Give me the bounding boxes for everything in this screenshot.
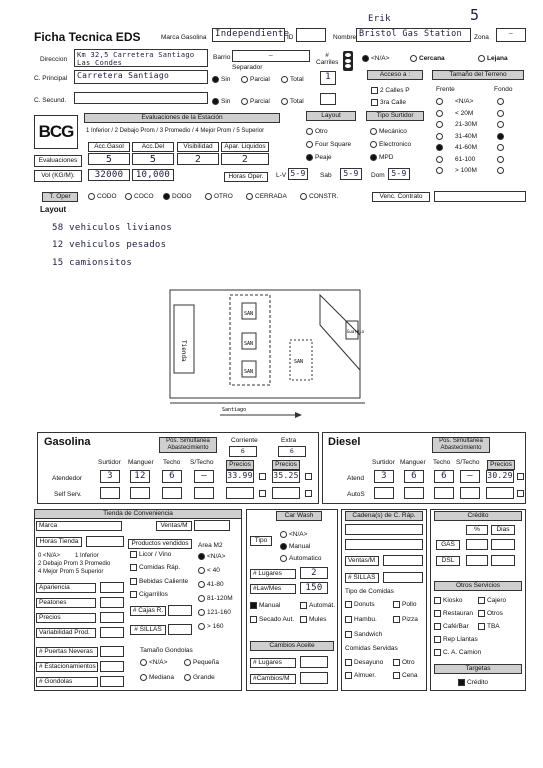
t-oper-label: T. Oper [42, 192, 78, 202]
form-title: Ficha Tecnica EDS [34, 30, 141, 44]
layout-otro[interactable]: Otro [306, 128, 328, 135]
carwash-na[interactable]: <N/A> [280, 531, 307, 538]
apariencia-label: Apariencia [36, 583, 96, 593]
venc-contrato-label: Venc. Contrato [372, 192, 430, 202]
servicio-cafe[interactable]: Café/Bar [434, 623, 469, 630]
tienda-ventas-field[interactable] [194, 520, 230, 531]
eval-col-visibilidad: Visibilidad [177, 142, 219, 152]
page-number: 5 [470, 6, 480, 24]
gas-precio-extra[interactable]: 35.25 [272, 470, 300, 483]
horas-tienda-label: Horas Tienda [36, 537, 82, 547]
vol-label: Vol (KG/M): [34, 170, 82, 182]
arrow-head [295, 412, 302, 418]
cambios-lugares-label: # Lugares [250, 658, 296, 668]
cw-lugares-label: # Lugares [250, 569, 296, 579]
vol-value-2[interactable]: 10,000 [132, 169, 174, 181]
cw-lugares-field[interactable]: 2 [300, 567, 328, 579]
servicio-restauran[interactable]: Restauran [434, 610, 473, 617]
nombre-label: Nombre [333, 34, 357, 41]
peatones-field[interactable] [100, 597, 124, 608]
eval-acc-gasol-value[interactable]: 5 [88, 153, 130, 165]
atend-label: Atend [347, 475, 364, 482]
top-note: Erik [368, 14, 391, 24]
gas-atend-techo[interactable]: 6 [162, 470, 182, 483]
serv-cena[interactable]: Cena [393, 672, 418, 679]
comida-pizza[interactable]: Pizza [393, 616, 418, 623]
carwash-header: Car Wash [276, 511, 322, 521]
cs-parcial[interactable]: Parcial [241, 98, 270, 105]
sketch-label-pump-1: SAN [244, 311, 254, 317]
comida-sandwich[interactable]: Sandwich [345, 631, 382, 638]
tienda-sillas-field[interactable] [168, 624, 192, 635]
gas-col-surtidor: Surtidor [98, 459, 121, 466]
gas-self-surtidor[interactable] [100, 487, 120, 499]
dsl-atend-techo[interactable]: 6 [434, 470, 454, 483]
credito-header: Crédito [434, 511, 522, 521]
acceso-3racalle[interactable]: 3ra Calle [371, 99, 406, 106]
cadena-header: Cadena(s) de C. Ráp. [345, 511, 423, 521]
estac-field[interactable] [100, 661, 124, 672]
atendedor-label: Atendedor [52, 475, 82, 482]
extra-field[interactable]: 6 [278, 446, 306, 457]
area-81-120[interactable]: 81-120M [198, 595, 233, 602]
dsl-col-techo: Techo [433, 459, 451, 466]
eval-apar-value[interactable]: 2 [221, 153, 269, 165]
vol-value-1[interactable]: 32000 [88, 169, 130, 181]
marca-label: Marca Gasolina [161, 34, 207, 41]
diesel-title: Diesel [328, 436, 361, 448]
area-121-160[interactable]: 121-160 [198, 609, 231, 616]
carwash-auto[interactable]: Automatico [280, 555, 322, 562]
comida-hambu[interactable]: Hambu. [345, 616, 377, 623]
barrio-field[interactable]: — [232, 50, 310, 62]
gas-atend-stecho[interactable]: — [194, 470, 214, 483]
gas-precios-label: Precios [226, 460, 254, 470]
bcg-logo-text: BCG [38, 122, 74, 141]
sketch-label-road: Santiago [222, 407, 247, 413]
comida-donuts[interactable]: Donuts [345, 601, 375, 608]
carwash-tipo-label: Tipo [250, 536, 272, 546]
tienda-sillas-label: # SILLAS [130, 625, 166, 635]
layout-sketch [160, 285, 390, 435]
cw-automat-chk[interactable]: Automát. [300, 602, 335, 609]
cajas-label: # Cajas R. [130, 606, 166, 616]
acceso-2calles[interactable]: 2 Calles P [371, 87, 410, 94]
layout-note-3: 15 camionsitos [52, 258, 133, 268]
tipo-surtidor-header: Tipo Surtidor [366, 111, 424, 121]
sketch-label-pump-3: SAN [244, 369, 254, 375]
corriente-field[interactable]: 6 [229, 446, 257, 457]
cambios-lugares-field[interactable] [300, 656, 328, 668]
gasolina-pos: Pos. Simultanea Abastecimiento [159, 437, 217, 453]
terreno-row[interactable]: 61-100 [436, 156, 522, 168]
t-oper-dodo[interactable]: DODO [163, 193, 192, 200]
t-oper-cerrada[interactable]: CERRADA [246, 193, 287, 200]
area-40[interactable]: < 40 [198, 567, 220, 574]
variabilidad-label: Variabilidad Prod. [36, 628, 96, 638]
estac-label: # Estacionamientos [36, 662, 98, 672]
dsl-autos-precio-check[interactable] [517, 490, 524, 497]
direccion-label: Direccion [40, 56, 68, 63]
dsl-col-stecho: S/Techo [456, 459, 480, 466]
cadena-ventas-label: Ventas/M [345, 556, 379, 566]
tamano-na[interactable]: <N/A> [140, 659, 167, 666]
variabilidad-field[interactable] [100, 627, 124, 638]
gas-self-manguer[interactable] [130, 487, 150, 499]
dsl-precio[interactable]: 30.29 [486, 470, 514, 483]
productos-label: Productos vendidos [128, 539, 192, 549]
autos-label: AutoS [347, 491, 365, 498]
puertas-label: # Puertas Neveras [36, 647, 98, 657]
cw-secado-chk[interactable]: Secado Aut. [250, 616, 294, 623]
venc-contrato-field[interactable] [434, 191, 526, 202]
precios-tienda-field[interactable] [100, 612, 124, 623]
surtidor-electronico[interactable]: Electronico [370, 141, 411, 148]
area-label: Area M2 [198, 542, 223, 549]
gas-atend-surtidor[interactable]: 3 [100, 470, 120, 483]
apariencia-field[interactable] [100, 582, 124, 593]
gas-precio-corriente[interactable]: 33.99 [226, 470, 254, 483]
c-principal-field[interactable]: Carretera Santiago [74, 70, 208, 84]
targetas-header: Targetas [434, 664, 522, 674]
gas-self-precio-1[interactable] [226, 487, 254, 499]
serv-almuerzo[interactable]: Almuer. [345, 672, 376, 679]
cp-parcial[interactable]: Parcial [241, 76, 270, 83]
credito-pct-label: % [466, 525, 488, 535]
otros-servicios-header: Otros Servicios [434, 581, 522, 591]
tamano-mediana[interactable]: Mediana [140, 674, 174, 681]
evaluaciones-scale: 1 Inferior / 2 Debajo Prom / 3 Promedio / 4 Mejor Prom / 5 Superior [86, 128, 265, 134]
carriles-field[interactable]: 1 [320, 71, 336, 85]
cw-lav-field[interactable]: 150 [300, 582, 328, 594]
t-oper-otro[interactable]: OTRO [205, 193, 233, 200]
eval-visibilidad-value[interactable]: 2 [177, 153, 219, 165]
terreno-list [436, 98, 522, 179]
tienda-scale-1: 0 <N/A> 1 Inferior [38, 553, 99, 559]
producto-bebidas[interactable]: Bebidas Caliente [130, 578, 188, 585]
gas-precio-corriente-check[interactable] [259, 473, 266, 480]
dsl-atend-surtidor[interactable]: 3 [374, 470, 394, 483]
option-cercana[interactable]: Cercana [410, 55, 445, 62]
sketch-label-pump-2: SAN [244, 341, 254, 347]
area-160[interactable]: > 160 [198, 623, 223, 630]
eval-acc-del-value[interactable]: 5 [132, 153, 174, 165]
dsl-col-manguer: Manguer [400, 459, 426, 466]
terreno-header: Tamaño del Terreno [432, 70, 524, 80]
gondolas-field[interactable] [100, 676, 124, 687]
t-oper-coco[interactable]: COCO [125, 193, 154, 200]
dsl-autos-manguer[interactable] [404, 487, 424, 499]
gasolina-title: Gasolina [44, 436, 91, 448]
carwash-manual[interactable]: Manual [280, 543, 310, 550]
layout-note-1: 58 vehiculos livianos [52, 223, 173, 233]
surtidor-mpd[interactable]: MPD [370, 154, 393, 161]
id-field[interactable] [296, 28, 326, 42]
surtidor-mecanico[interactable]: Mecánico [370, 128, 407, 135]
peatones-label: Peatones [36, 598, 96, 608]
cambios-mes-label: #Cambios/M [250, 674, 296, 684]
gas-precios-label-2: Precios [272, 460, 300, 470]
cp-total[interactable]: Total [281, 76, 304, 83]
credito-dsl-pct[interactable] [466, 555, 488, 566]
gas-col-techo: Techo [163, 459, 181, 466]
terreno-row[interactable]: <N/A> [436, 98, 522, 110]
producto-licor[interactable]: Licor / Vino [130, 551, 171, 558]
cadena-ventas-field[interactable] [383, 555, 423, 566]
self-serv-label: Self Serv. [54, 491, 82, 498]
barrio-label: Barrio [213, 54, 231, 61]
tienda-header: Tienda de Conveniencia [34, 509, 242, 519]
producto-cigarrillos[interactable]: Cigarrillos [130, 591, 168, 598]
dsl-precios-label: Precios [487, 460, 515, 470]
gas-self-precio-1-check[interactable] [259, 490, 266, 497]
credito-dsl-label: DSL [436, 556, 460, 566]
credito-gas-pct[interactable] [466, 539, 488, 550]
cadena-field-2[interactable] [345, 539, 423, 550]
tienda-scale-2: 2 Debajo Prom 3 Promedio [38, 561, 111, 567]
servicio-tba[interactable]: TBA [478, 623, 500, 630]
cw-mules-chk[interactable]: Mules [300, 616, 326, 623]
tipo-comidas-label: Tipo de Comidas [345, 588, 394, 595]
terreno-row[interactable]: < 20M [436, 110, 522, 122]
t-oper-codo[interactable]: CODO [88, 193, 117, 200]
credito-dsl-dias[interactable] [491, 555, 515, 566]
gas-self-precio-2[interactable] [272, 487, 300, 499]
dom-field[interactable]: 5-9 [388, 168, 410, 180]
dsl-autos-precio[interactable] [486, 487, 514, 499]
layout-label: Layout [40, 205, 67, 214]
c-secund-label: C. Secund. [34, 97, 67, 104]
comida-pollo[interactable]: Pollo [393, 601, 416, 608]
sab-field[interactable]: 5-9 [340, 168, 362, 180]
tienda-marca-label: Marca [36, 521, 122, 531]
terreno-row[interactable]: 31-40M [436, 133, 522, 145]
diesel-pos: Pos. Simultanea Abastecimiento [432, 437, 490, 453]
gas-self-precio-2-check[interactable] [305, 490, 312, 497]
gas-self-techo[interactable] [162, 487, 182, 499]
lv-field[interactable]: 5-9 [288, 168, 308, 180]
comidas-servidas-label: Comidas Servidas [345, 645, 398, 652]
area-41-80[interactable]: 41-80 [198, 581, 224, 588]
dsl-autos-surtidor[interactable] [374, 487, 394, 499]
dsl-autos-techo[interactable] [434, 487, 454, 499]
marca-field[interactable]: Independiente [212, 28, 285, 42]
credito-gas-dias[interactable] [491, 539, 515, 550]
option-na[interactable]: <N/A> [362, 55, 389, 62]
cadena-sillas-label: # SILLAS [345, 573, 379, 583]
frente-label: Frente [436, 86, 455, 93]
evaluaciones-header: Evaluaciones de la Estación [84, 113, 280, 123]
cp-sin[interactable]: Sin [212, 76, 230, 83]
sketch-label-guardia: Guardia [347, 329, 364, 334]
terreno-row[interactable]: 41-60M [436, 144, 522, 156]
nombre-field[interactable]: Bristol Gas Station [356, 28, 471, 42]
cambios-mes-field[interactable] [300, 672, 328, 684]
tienda-ventas-label: Ventas/M [156, 521, 192, 531]
dsl-autos-stecho[interactable] [460, 487, 480, 499]
cajas-field[interactable] [168, 605, 192, 616]
cadena-field-1[interactable] [345, 524, 423, 535]
eval-col-apar-liquidos: Apar. Liquidos [221, 142, 269, 152]
sketch-label-tienda: Tienda [180, 340, 187, 362]
gas-col-stecho: S/Techo [190, 459, 214, 466]
direccion-field[interactable]: Km 32,5 Carretera Santiago Las Condes [74, 49, 208, 67]
serv-desayuno[interactable]: Desayuno [345, 659, 383, 666]
servicio-kiosko[interactable]: Kiosko [434, 597, 463, 604]
horas-tienda-field[interactable] [86, 536, 124, 547]
precios-tienda-label: Precios [36, 613, 96, 623]
traffic-light-icon [343, 51, 353, 71]
cw-lav-label: #Lav/Mes [250, 584, 296, 594]
option-lejana[interactable]: Lejana [478, 55, 508, 62]
tienda-building [174, 305, 194, 373]
c-secund-extra[interactable] [320, 93, 336, 105]
layout-four-square[interactable]: Four Square [306, 141, 351, 148]
tienda-scale-3: 4 Mejor Prom 5 Superior [38, 569, 104, 575]
terreno-row[interactable]: > 100M [436, 167, 522, 179]
carriles-label: # Carriles [316, 52, 339, 66]
extra-label: Extra [281, 437, 297, 444]
zona-field[interactable]: — [496, 28, 526, 42]
cambios-header: Cambios Aceite [250, 641, 334, 651]
evaluaciones-row-label: Evaluaciones [34, 155, 82, 167]
zona-label: Zona [474, 34, 489, 41]
eval-col-acc-del: Acc.Del [132, 142, 174, 152]
t-oper-constr[interactable]: CONSTR. [300, 193, 338, 200]
credito-dias-label: Dias [491, 525, 515, 535]
area-na[interactable]: <N/A> [198, 553, 225, 560]
separador-label: Separador [232, 64, 263, 71]
gas-atend-manguer[interactable]: 12 [130, 470, 150, 483]
gas-self-stecho[interactable] [194, 487, 214, 499]
gas-col-manguer: Manguer [128, 459, 154, 466]
bcg-logo [34, 115, 78, 149]
servicio-camion[interactable]: C. A. Camion [434, 649, 481, 656]
horas-oper-label: Horas Oper. [224, 172, 268, 182]
gondolas-label: # Gondolas [36, 677, 98, 687]
layout-note-2: 12 vehiculos pesados [52, 240, 167, 250]
acceso-header: Acceso a : [367, 70, 423, 80]
tamano-pequena[interactable]: Pequeña [184, 659, 219, 666]
cadena-sillas-field[interactable] [383, 572, 423, 583]
dom-label: Dom [371, 172, 385, 179]
sab-label: Sab [320, 172, 332, 179]
lv-label: L-V [276, 172, 287, 179]
c-principal-label: C. Principal [34, 75, 68, 82]
tamano-label: Tamaño Gondolas [140, 647, 193, 654]
puertas-field[interactable] [100, 646, 124, 657]
targeta-credito[interactable]: Crédito [458, 679, 488, 686]
eval-col-acc-gasol: Acc.Gasol [88, 142, 130, 152]
c-secund-field[interactable] [74, 92, 208, 104]
serv-otro[interactable]: Otro [393, 659, 415, 666]
gas-precio-extra-check[interactable] [305, 473, 312, 480]
cw-manual-chk[interactable]: Manual [250, 602, 280, 609]
sketch-label-pump-4: SAN [294, 359, 304, 365]
corriente-label: Corriente [231, 437, 258, 444]
terreno-row[interactable]: 21-30M [436, 121, 522, 133]
dsl-atend-stecho[interactable]: — [460, 470, 480, 483]
fondo-label: Fondo [494, 86, 513, 93]
layout-opts-header: Layout [306, 111, 356, 121]
id-label: ID [287, 34, 294, 41]
dsl-precio-check[interactable] [517, 473, 524, 480]
tamano-grande[interactable]: Grande [184, 674, 215, 681]
producto-comidas[interactable]: Comidas Ráp. [130, 564, 180, 571]
servicio-otros[interactable]: Otros [478, 610, 503, 617]
credito-gas-label: GAS [436, 540, 460, 550]
layout-peaje[interactable]: Peaje [306, 154, 332, 161]
cs-total[interactable]: Total [281, 98, 304, 105]
servicio-cajero[interactable]: Cajero [478, 597, 506, 604]
dsl-atend-manguer[interactable]: 6 [404, 470, 424, 483]
dsl-col-surtidor: Surtidor [372, 459, 395, 466]
servicio-rep-llantas[interactable]: Rep Llantas [434, 636, 478, 643]
cs-sin[interactable]: Sin [212, 98, 230, 105]
